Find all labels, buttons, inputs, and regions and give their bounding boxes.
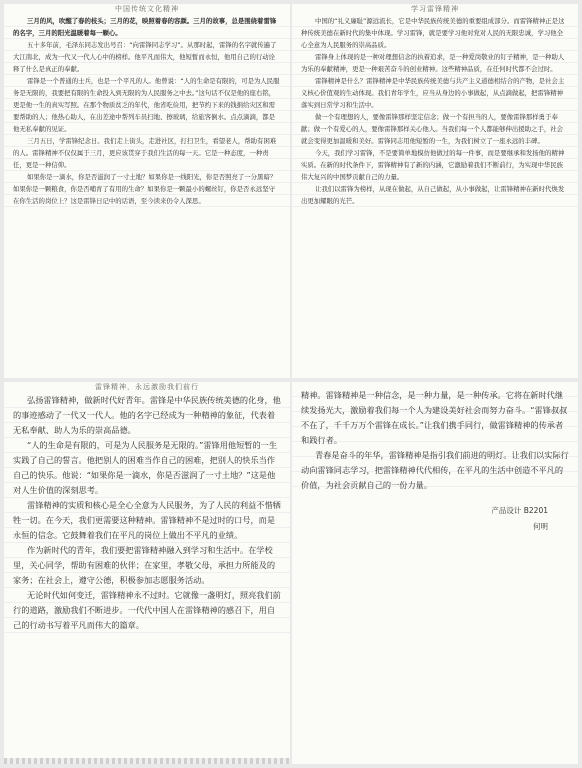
page-top-left [4, 4, 290, 378]
paragraph: 雷锋是一个普通的士兵，也是一个平凡的人。他曾说：“人的生命是有限的，可是为人民服务是无限的，我要把有限的生命投入到无限的为人民服务之中去。”这句话不仅是他的座右铭，更是他一生的真实写照。在那个物质贫乏的年代，他省吃俭用，把节约下来的钱捐给灾区和需要帮助的人；他热心助人，在出差途中帮列车员扫地、擦玻璃，给旅客倒水。点点滴滴，都是他无私奉献的见证。 [13, 77, 280, 133]
paragraph: 青春是奋斗的年华，雷锋精神是指引我们前进的明灯。让我们以实际行动向雷锋同志学习，把雷锋精神代代相传，在平凡的生活中创造不平凡的价值，为社会贡献自己的一份力量。 [301, 450, 569, 490]
paragraph: 三月的风，吹醒了春的枝头；三月的花，映照着春的容颜。三月的故事，总是围绕着雷锋的名字，三月的阳光温暖着每一颗心。 [13, 17, 277, 37]
page-body [4, 15, 290, 207]
paragraph: 精神。雷锋精神是一种信念，是一种力量，是一种传承。它将在新时代继续发扬光大，激励着我们每一个人为建设美好社会而努力奋斗。“雷锋叔叔不在了，千千万万个雷锋在成长。”让我们携手同行，做雷锋精神的传承者和践行者。 [301, 390, 568, 445]
paragraph: 弘扬雷锋精神，做新时代好青年。雷锋是中华民族传统美德的化身，他的事迹感动了一代又一代人。他的名字已经成为一种精神的象征，代表着无私奉献、助人为乐的崇高品德。 [13, 395, 281, 435]
paragraph: “人的生命是有限的，可是为人民服务是无限的。”雷锋用他短暂的一生实践了自己的誓言。他把别人的困难当作自己的困难，把别人的快乐当作自己的快乐。他说：“如果你是一滴水，你是否滋润了一寸土地？”这是他对人生价值的深刻思考。 [13, 440, 278, 495]
paragraph: 如果你是一滴水，你是否滋润了一寸土地？如果你是一线阳光，你是否照亮了一分黑暗？如果你是一颗粮食，你是否哺育了有用的生命？如果你是一颗最小的螺丝钉，你是否永远坚守在你生活的岗位上？这是雷锋日记中的话语，至今读来仍令人深思。 [13, 173, 277, 205]
page-bottom-right [292, 382, 578, 764]
page-body [292, 382, 578, 493]
page-header: 雷锋精神，永远激励我们前行 [95, 383, 199, 391]
signature-name: 何明 [533, 522, 548, 531]
paragraph: 作为新时代的青年，我们要把雷锋精神融入到学习和生活中。在学校里，关心同学，帮助有困难的伙伴；在家里，孝敬父母，承担力所能及的家务；在社会上，遵守公德，积极参加志愿服务活动。 [13, 545, 276, 585]
paragraph: 雷锋精神的实质和核心是全心全意为人民服务，为了人民的利益不惜牺牲一切。在今天，我们更需要这种精神。雷锋精神不是过时的口号，而是永恒的信念。它鼓舞着我们在平凡的岗位上做出不平凡的业绩。 [13, 500, 281, 540]
paragraph: 做一个有理想的人，要像雷锋那样坚定信念；做一个有担当的人，要像雷锋那样勇于奉献；做一个有爱心的人，要像雷锋那样关心他人。当我们每一个人都能够伸出援助之手，社会就会变得更加温暖和美好。雷锋同志用他短暂的一生，为我们树立了一座永远的丰碑。 [301, 113, 564, 145]
paragraph: 三月五日，学雷锋纪念日。我们走上街头，走进社区，打扫卫生，看望老人，帮助有困难的人。雷锋精神不仅仅属于三月，更应该贯穿于我们生活的每一天。它是一种态度，一种责任，更是一种信仰。 [13, 137, 277, 169]
paragraph: 五十多年前，毛泽东同志发出号召：“向雷锋同志学习”。从那时起，雷锋的名字就传遍了大江南北，成为一代又一代人心中的榜样。他平凡而伟大，他短暂而永恒，他用自己的行动诠释了什么是真正的奉献。 [13, 41, 277, 73]
page-bottom-left [4, 382, 290, 764]
signature-block [292, 503, 578, 535]
paragraph: 雷锋身上体现的是一种对理想信念的执着追求，是一种爱岗敬业的钉子精神，是一种助人为乐的奉献精神，更是一种艰苦奋斗的创业精神。这些精神品质，在任何时代都不会过时。 [301, 53, 565, 73]
page-body [292, 15, 578, 207]
paragraph: 让我们以雷锋为榜样，从现在做起，从自己做起，从小事做起，让雷锋精神在新时代焕发出更加耀眼的光芒。 [301, 185, 565, 205]
page-body [4, 393, 290, 633]
page-header: 中国传统文化精神 [115, 5, 179, 13]
paragraph: 雷锋精神是什么？雷锋精神是中华民族传统美德与共产主义道德相结合的产物，是社会主义核心价值观的生动体现。我们青年学生，应当从身边的小事做起，从点滴做起，把雷锋精神落实到日常学习和生活中。 [301, 77, 565, 109]
paragraph: 无论时代如何变迁，雷锋精神永不过时。它就像一盏明灯，照亮我们前行的道路，激励我们不断进步。一代代中国人在雷锋精神的感召下，用自己的行动书写着平凡而伟大的篇章。 [13, 590, 281, 630]
paragraph: 中国的“礼义廉耻”源远流长，它是中华民族传统美德的重要组成部分。而雷锋精神正是这种传统美德在新时代的集中体现。学习雷锋，就是要学习他对党对人民的无限忠诚，学习他全心全意为人民服务的崇高品质。 [301, 17, 565, 49]
signature-class: 产品设计 B2201 [491, 506, 548, 515]
torn-edge [4, 758, 290, 764]
paragraph: 今天，我们学习雷锋，不是要简单地模仿他做过的每一件事，而是要继承和发扬他的精神实质。在新的时代条件下，雷锋精神有了新的内涵，它激励着我们不断前行，为实现中华民族伟大复兴的中国梦贡献自己的力量。 [301, 149, 565, 181]
page-top-right [292, 4, 578, 378]
page-header: 学习雷锋精神 [411, 5, 459, 13]
